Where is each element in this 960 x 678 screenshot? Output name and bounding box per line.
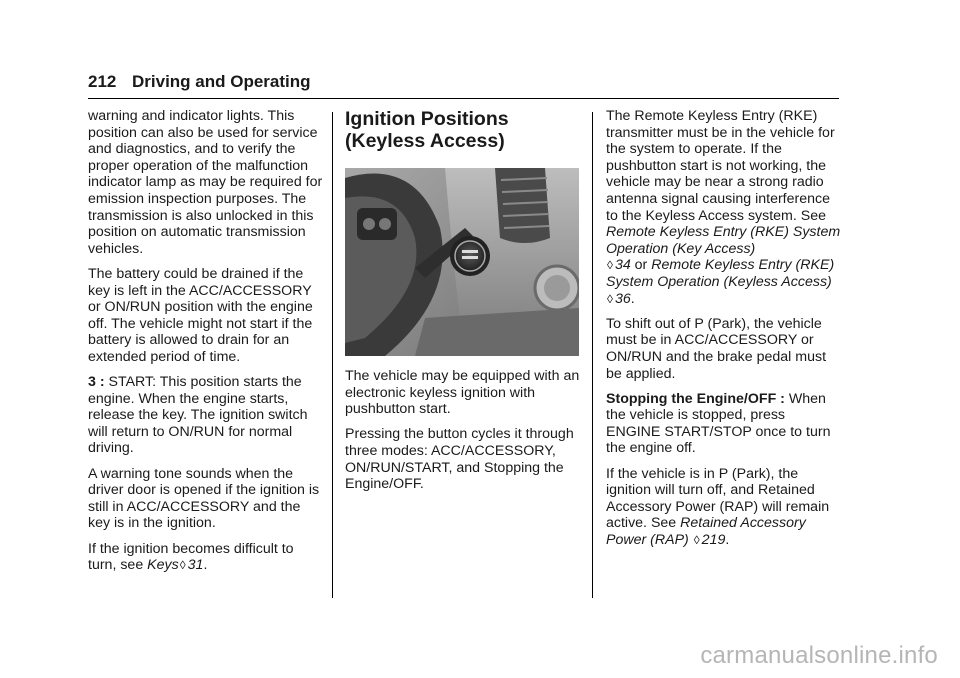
- paragraph-text: If the ignition becomes difficult to turn, see: [88, 540, 294, 574]
- position-label: 3 :: [88, 374, 105, 391]
- paragraph: If the ignition becomes difficult to turn, see Keys◊ 31.: [88, 540, 294, 574]
- page-ref-icon: ◊: [693, 533, 700, 548]
- paragraph-text: The Remote Keyless Entry (RKE) transmitter must be in the vehicle for the system to operate. If the pushbutton start is not working, the vehicle may be near a strong radio antenna signal causing interference to the Keyless Access system. See: [606, 108, 835, 224]
- steering-wheel-photo: [345, 168, 579, 356]
- keyless-ignition-figure: [345, 168, 579, 356]
- page-number: 212: [88, 72, 117, 91]
- paragraph: A warning tone sounds when the driver door is opened if the ignition is still in ACC/ACCESSORY and the key is in the ignition.: [88, 465, 320, 532]
- paragraph: If the vehicle is in P (Park), the ignition will turn off, and Retained Accessory Power (RAP) will remain active. See Retained Accessory Power (RAP) ◊ 219.: [606, 465, 830, 549]
- column-1: [88, 108, 324, 582]
- paragraph: [88, 374, 324, 457]
- column-divider: [592, 112, 593, 598]
- page-ref-icon: ◊: [179, 558, 186, 573]
- column-divider: [332, 112, 333, 598]
- term-label: Stopping the Engine/OFF :: [606, 390, 785, 407]
- paragraph: To shift out of P (Park), the vehicle must be in ACC/ACCESSORY or ON/RUN and the brake pedal must be applied.: [606, 315, 827, 382]
- section-title: Driving and Operating: [132, 72, 311, 91]
- page-ref[interactable]: 31: [187, 557, 204, 574]
- section-heading: Ignition Positions (Keyless Access): [345, 108, 509, 152]
- page-ref-icon: ◊: [607, 258, 613, 273]
- paragraph-text: START: This position starts the engine. When the engine starts, release the key. The ignition switch will return to ON/RUN for normal driving.: [88, 374, 308, 457]
- page-ref[interactable]: 34: [614, 257, 631, 274]
- keys-link[interactable]: Keys: [147, 557, 179, 574]
- rke-keyless-access-link[interactable]: Remote Keyless Entry (RKE) System Operation (Keyless Access): [606, 257, 835, 290]
- column-3: [606, 108, 842, 557]
- paragraph: Pressing the button cycles it through three modes: ACC/ACCESSORY, ON/RUN/START, and Stopping the Engine/OFF.: [345, 426, 574, 493]
- page-ref[interactable]: 219: [701, 532, 726, 549]
- paragraph: [606, 391, 842, 457]
- paragraph: The Remote Keyless Entry (RKE) transmitter must be in the vehicle for the system to operate. If the pushbutton start is not working, the vehicle may be near a strong radio antenna signal causing interference to the Keyless Access system. See Remote Keyless Entry (RKE) System Operation (Key Access) ◊ 34 or Remote Keyless Entry (RKE) System Operation (Keyless Access) ◊ 36.: [606, 108, 841, 307]
- paragraph: The vehicle may be equipped with an electronic keyless ignition with pushbutton start.: [345, 368, 580, 418]
- paragraph-text: When the vehicle is stopped, press ENGINE START/STOP once to turn the engine off.: [606, 390, 831, 457]
- rke-key-access-link[interactable]: Remote Keyless Entry (RKE) System Operation (Key Access): [606, 224, 841, 257]
- page-ref[interactable]: 36: [614, 290, 631, 307]
- header-rule: [88, 98, 839, 99]
- page-ref-icon: ◊: [607, 291, 613, 306]
- paragraph: warning and indicator lights. This position can also be used for service and diagnostics, and to verify the proper operation of the malfunction indicator lamp as may be required for emission inspection purposes. The transmission is also unlocked in this position on automatic transmission vehicles.: [88, 108, 323, 257]
- watermark: carmanualsonline.info: [700, 642, 938, 669]
- column-2: [345, 108, 581, 501]
- paragraph: The battery could be drained if the key is left in the ACC/ACCESSORY or ON/RUN position with the engine off. The vehicle might not start if the battery is allowed to drain for an extended period of time.: [88, 265, 313, 365]
- paragraph-text: If the vehicle is in P (Park), the ignition will turn off, and Retained Accessory Power (RAP) will remain active. See: [606, 465, 830, 532]
- rap-link[interactable]: Retained Accessory Power (RAP): [606, 515, 806, 549]
